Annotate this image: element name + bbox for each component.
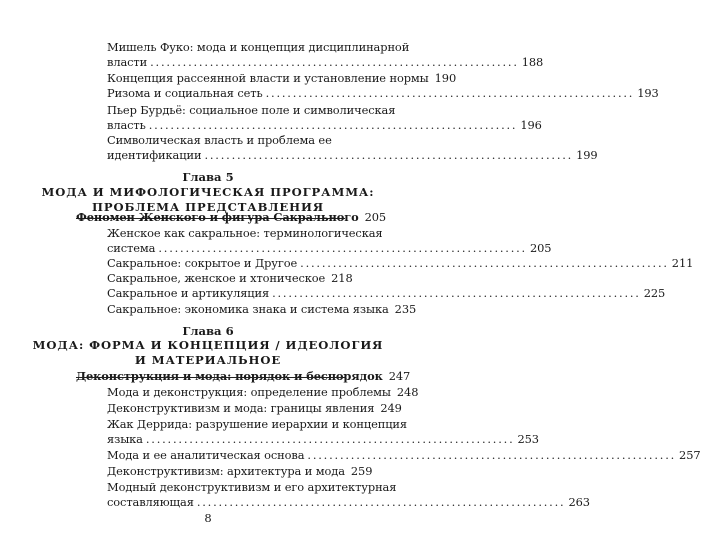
toc-entry: Сакральное: экономика знака и система языка 235 [107,302,417,316]
chapter-title: МОДА: ФОРМА И КОНЦЕПЦИЯ / ИДЕОЛОГИЯ [32,338,384,352]
toc-entry: Деконструктивизм: архитектура и мода 259 [107,464,373,478]
section-rule [76,377,345,378]
toc-entry: Деконструктивизм и мода: границы явления 249 [107,401,402,415]
toc-entry: Ризома и социальная сеть .................................................................... 193 [107,86,659,100]
chapter-title: ПРОБЛЕМА ПРЕДСТАВЛЕНИЯ [91,200,324,214]
chapter-title: И МАТЕРИАЛЬНОЕ [134,353,282,367]
toc-entry: Сакральное: сокрытое и Другое .................................................................... 211 [107,256,694,270]
toc-entry: Концепция рассеянной власти и установление нормы 190 [107,71,457,85]
toc-entry: Сакральное и артикуляция .................................................................... 225 [107,286,666,300]
toc-entry: Мода и ее аналитическая основа .................................................................... 257 [107,448,701,462]
toc-entry: Модный деконструктивизм и его архитектурная составляющая .................................................................... 263 [107,480,590,509]
chapter-number: Глава 6 [182,324,234,338]
toc-entry: Жак Деррида: разрушение иерархии и концепция языка .................................................................... 253 [107,417,539,446]
toc-section: Деконструкция и мода: порядок и беспорядок 247 [76,369,411,383]
chapter-number: Глава 5 [182,170,234,184]
toc-entry: Мишель Фуко: мода и концепция дисциплинарной власти .................................................................... 188 [107,40,544,69]
toc-entry: Пьер Бурдьё: социальное поле и символическая власть .................................................................... 196 [107,103,542,132]
chapter-title: МОДА И МИФОЛОГИЧЕСКАЯ ПРОГРАММА: [41,185,375,199]
toc-entry: Женское как сакральное: терминологическая система .................................................................... 205 [107,226,552,255]
page-number: 8 [204,511,212,525]
toc-section: Феномен Женского и фигура Сакрального 205 [76,210,387,224]
toc-entry: Символическая власть и проблема ее идентификации .................................................................... 199 [107,133,598,162]
toc-entry: Сакральное, женское и хтоническое 218 [107,271,353,285]
toc-entry: Мода и деконструкция: определение проблемы 248 [107,385,419,399]
